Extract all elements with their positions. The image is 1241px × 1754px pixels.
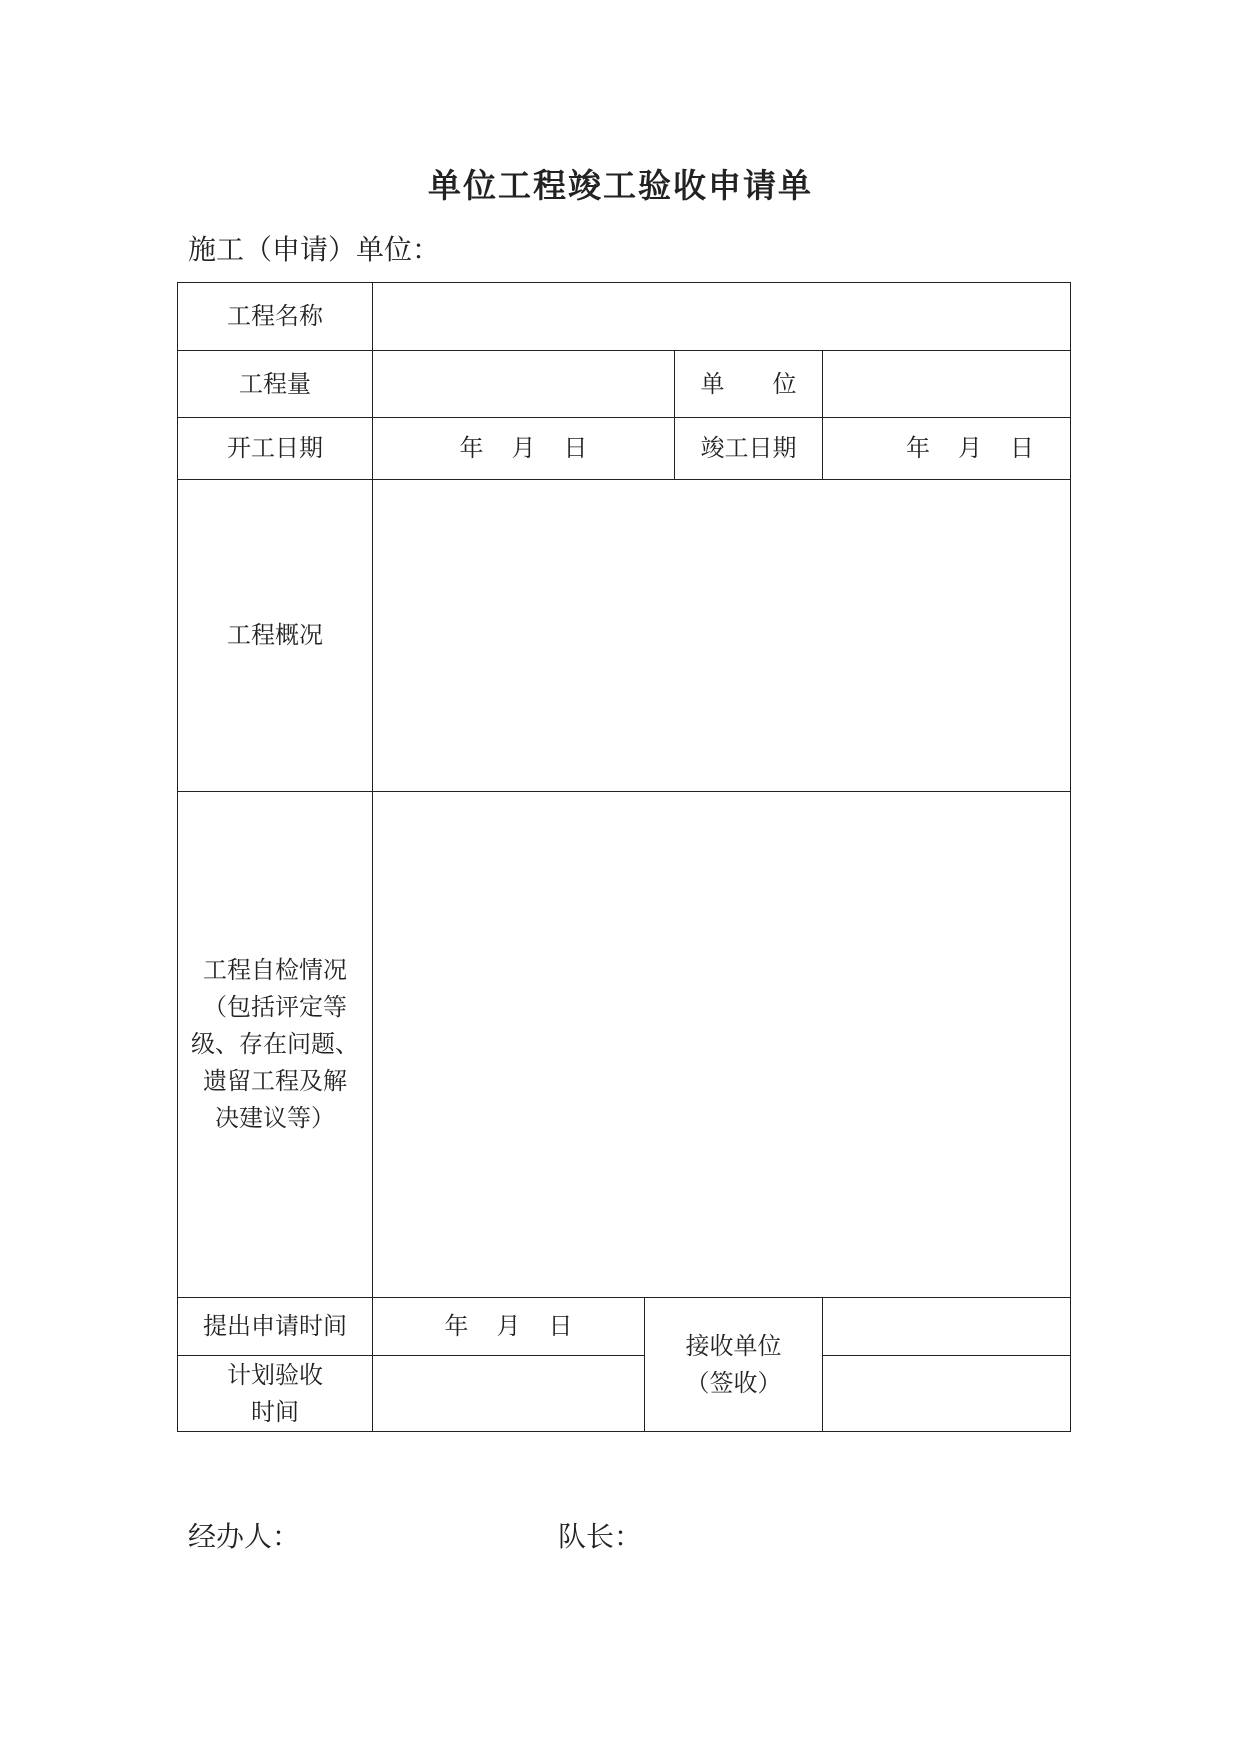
- row-apply-time: [178, 1298, 1071, 1356]
- row-project-name: [178, 283, 1071, 351]
- project-name-label: 工程名称: [178, 283, 373, 351]
- start-date-label: 开工日期: [178, 418, 373, 480]
- apply-time-value[interactable]: [373, 1298, 645, 1356]
- unit-label: [675, 351, 823, 418]
- completion-date-year: 年: [906, 434, 930, 462]
- project-name-value[interactable]: [373, 283, 1071, 351]
- self-check-label-line: 级、存在问题、: [191, 1030, 359, 1058]
- start-date-day: 日: [563, 434, 588, 462]
- start-date-year: 年: [459, 434, 484, 462]
- unit-value[interactable]: [823, 351, 1071, 418]
- row-planned-time: [178, 1356, 1071, 1432]
- unit-label-char-2: 位: [772, 369, 797, 398]
- self-check-label-line: 遗留工程及解: [203, 1067, 347, 1095]
- overview-value[interactable]: [373, 480, 1071, 792]
- overview-label: 工程概况: [178, 480, 373, 792]
- planned-time-label-line: 时间: [251, 1397, 299, 1426]
- form-title: 单位工程竣工验收申请单: [428, 166, 813, 205]
- planned-time-label: [178, 1356, 373, 1432]
- row-self-check: [178, 792, 1071, 1298]
- application-form-table: [177, 282, 1071, 1432]
- quantity-label: 工程量: [178, 351, 373, 418]
- planned-time-label-line: 计划验收: [227, 1360, 323, 1389]
- self-check-label-line: 决建议等）: [215, 1104, 335, 1132]
- row-overview: [178, 480, 1071, 792]
- completion-date-day: 日: [1010, 434, 1034, 462]
- apply-time-month: 月: [496, 1312, 521, 1340]
- self-check-value[interactable]: [373, 792, 1071, 1298]
- handler-label: 经办人：: [188, 1520, 301, 1553]
- planned-time-value[interactable]: [373, 1356, 645, 1432]
- self-check-label-line: 工程自检情况: [203, 956, 347, 984]
- apply-time-year: 年: [444, 1312, 469, 1340]
- completion-date-value[interactable]: [823, 418, 1071, 480]
- start-date-month: 月: [511, 434, 536, 462]
- quantity-value[interactable]: [373, 351, 675, 418]
- applicant-unit-label: 施工（申请）单位：: [188, 233, 441, 266]
- apply-time-label: 提出申请时间: [178, 1298, 373, 1356]
- row-dates: [178, 418, 1071, 480]
- self-check-label: [178, 792, 373, 1298]
- completion-date-label: 竣工日期: [675, 418, 823, 480]
- apply-time-day: 日: [548, 1312, 573, 1340]
- unit-label-char-1: 单: [700, 369, 725, 398]
- captain-label: 队长：: [558, 1520, 643, 1553]
- completion-date-month: 月: [958, 434, 982, 462]
- row-quantity: [178, 351, 1071, 418]
- start-date-value[interactable]: [373, 418, 675, 480]
- receiving-unit-label-line: 接收单位: [685, 1331, 782, 1360]
- receiving-unit-value-1[interactable]: [823, 1298, 1071, 1356]
- receiving-unit-value-2[interactable]: [823, 1356, 1071, 1432]
- receiving-unit-label-line: （签收）: [685, 1368, 782, 1397]
- self-check-label-line: （包括评定等: [203, 993, 347, 1021]
- receiving-unit-label: [645, 1298, 823, 1432]
